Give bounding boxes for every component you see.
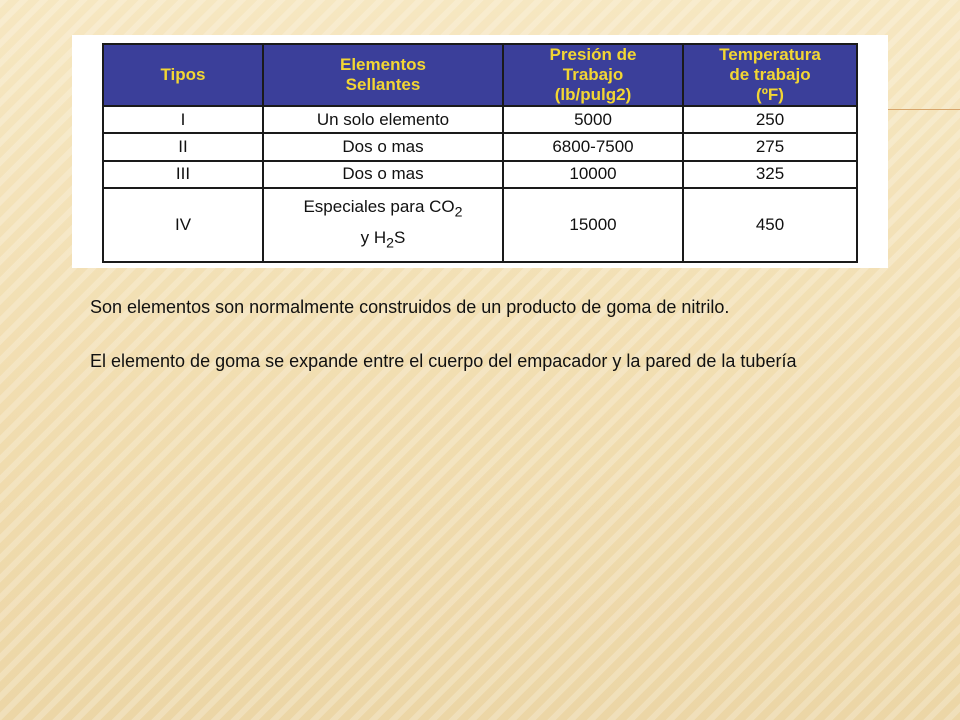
cell-tipo: IV — [103, 188, 263, 262]
cell-elementos: Un solo elemento — [263, 106, 503, 133]
special-line-1: Especiales para $CO_2$ — [303, 196, 463, 221]
header-elementos-sellantes: Elementos Sellantes — [263, 44, 503, 106]
header-tipos: Tipos — [103, 44, 263, 106]
cell-tipo: III — [103, 161, 263, 188]
cell-presion: 6800-7500 — [503, 133, 683, 160]
header-presion-trabajo: Presión de Trabajo (lb/pulg2) — [503, 44, 683, 106]
sealing-elements-table-image — [72, 35, 888, 268]
cell-presion: 15000 — [503, 188, 683, 262]
cell-temperatura: 325 — [683, 161, 857, 188]
paragraph-nitrilo: Son elementos son normalmente construidos de un producto de goma de nitrilo. — [90, 297, 730, 317]
special-line-2: y $H_2S$ — [360, 228, 406, 252]
body-text — [90, 294, 810, 375]
cell-presion: 10000 — [503, 161, 683, 188]
cell-elementos: Dos o mas — [263, 133, 503, 160]
accent-line — [888, 109, 960, 110]
table-row — [103, 106, 857, 133]
sealing-elements-table — [102, 43, 858, 263]
cell-temperatura: 450 — [683, 188, 857, 262]
cell-tipo: II — [103, 133, 263, 160]
cell-tipo: I — [103, 106, 263, 133]
cell-temperatura: 275 — [683, 133, 857, 160]
table-row — [103, 188, 857, 262]
cell-temperatura: 250 — [683, 106, 857, 133]
table-row — [103, 161, 857, 188]
cell-presion: 5000 — [503, 106, 683, 133]
cell-elementos: Dos o mas — [263, 161, 503, 188]
table-header-row — [103, 44, 857, 106]
header-temperatura-trabajo: Temperatura de trabajo (ºF) — [683, 44, 857, 106]
paragraph-expansion: El elemento de goma se expande entre el cuerpo del empacador y la pared de la tubería — [90, 351, 797, 371]
cell-elementos — [263, 188, 503, 262]
table-row — [103, 133, 857, 160]
